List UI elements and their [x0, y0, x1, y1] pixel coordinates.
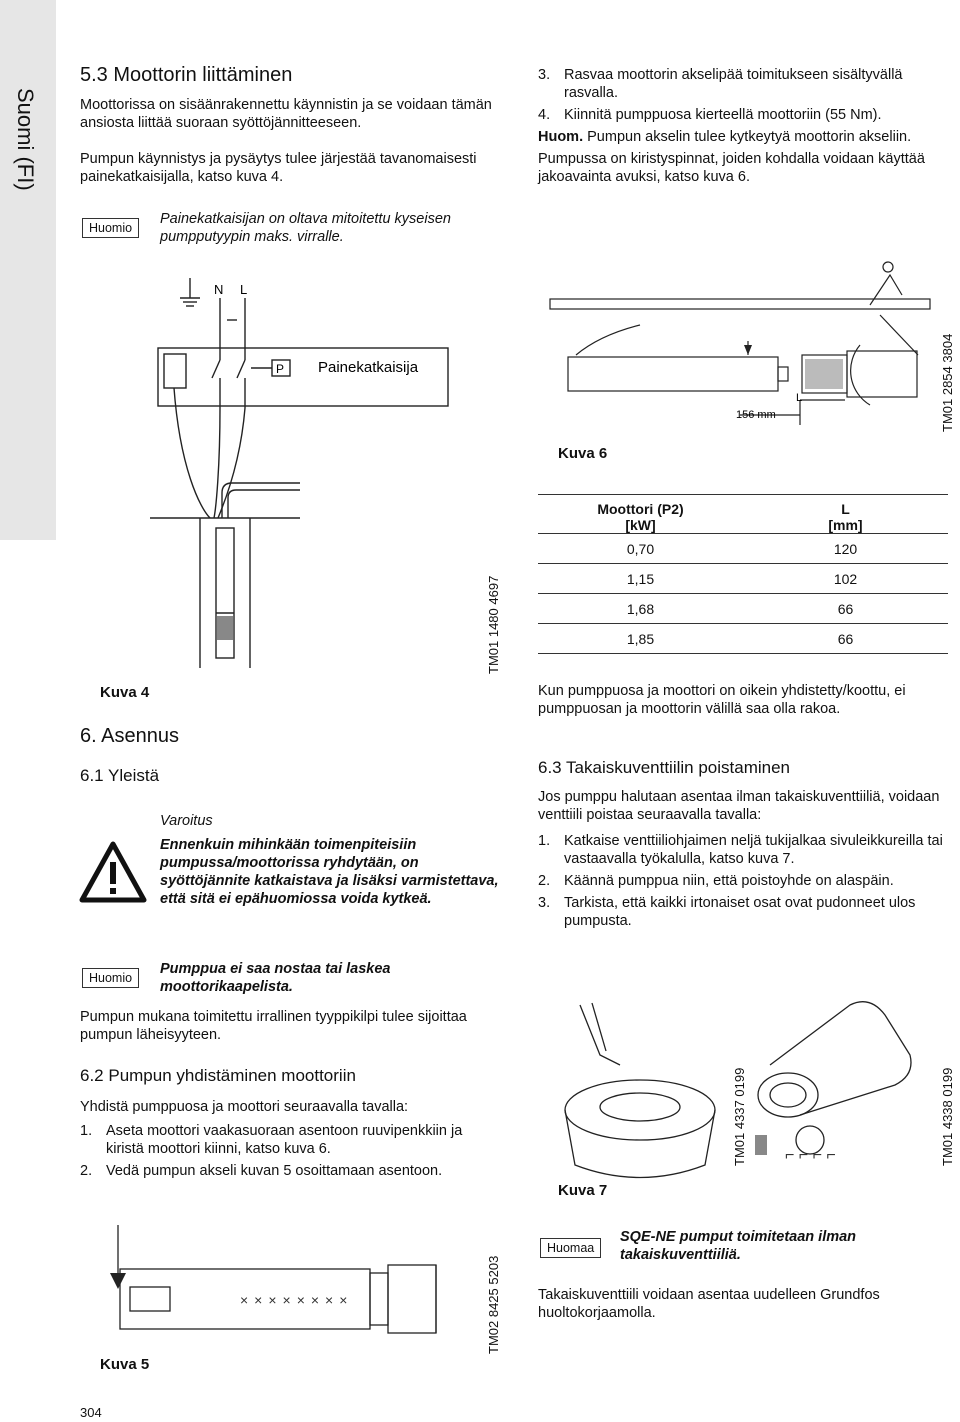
- table-cell: 1,85: [626, 630, 655, 647]
- subsection-heading-6-3: 6.3 Takaiskuventtiilin poistaminen: [538, 758, 790, 777]
- mesh-pattern: ××××××××: [240, 1292, 354, 1308]
- note-badge: Huomio: [82, 218, 139, 238]
- pump-mesh: [805, 359, 843, 389]
- pump-inlet-mesh: [217, 616, 233, 640]
- note-text: Pumppua ei saa nostaa tai laskea moottorikaapelista.: [160, 961, 391, 995]
- step-text: Vedä pumpun akseli kuvan 5 osoittamaan asentoon.: [106, 1163, 443, 1179]
- huom-label: Huom.: [538, 129, 584, 145]
- step-number: 2.: [538, 873, 551, 889]
- subsection-heading-6-1: 6.1 Yleistä: [80, 766, 160, 785]
- paragraph: Moottorissa on sisäänrakennettu käynnistin ja se voidaan tämän ansiosta liittää suoraan syöttöjännitteeseen.: [80, 97, 492, 131]
- warning-block: [160, 812, 500, 908]
- list-item: [538, 66, 948, 102]
- figure-code: TM01 4337 0199: [732, 1067, 747, 1166]
- steps-list: [80, 1122, 490, 1180]
- language-label: Suomi (FI): [13, 88, 38, 191]
- step-text: Aseta moottori vaakasuoraan asentoon ruuvipenkkiin ja kiristä moottori kiinni, katso kuva 6.: [106, 1123, 463, 1157]
- motor-table: [538, 494, 948, 654]
- paragraph: Takaiskuventtiili voidaan asentaa uudelleen Grundfos huoltokorjaamolla.: [538, 1287, 880, 1321]
- note-badge: Huomaa: [540, 1238, 601, 1258]
- step-text: Kiinnitä pumppuosa kierteellä moottoriin (55 Nm).: [564, 107, 882, 123]
- header-line: [mm]: [828, 517, 863, 533]
- note-text: SQE-NE pumput toimitetaan ilman takaiskuventtiiliä.: [620, 1229, 857, 1263]
- p-label: P: [276, 362, 285, 376]
- figure-4-diagram: [150, 268, 460, 678]
- column-header: [538, 495, 743, 534]
- table-row: [538, 594, 948, 624]
- spring-part: [755, 1135, 767, 1155]
- note-text: Painekatkaisijan on oltava mitoitettu kyseisen pumpputyypin maks. virralle.: [160, 211, 451, 245]
- table-cell: 1,15: [626, 570, 655, 587]
- section-heading-6: 6. Asennus: [80, 725, 179, 747]
- paragraph: Yhdistä pumppuosa ja moottori seuraavalla tavalla:: [80, 1099, 409, 1115]
- huom-note: [538, 128, 948, 146]
- header-line: L: [841, 501, 850, 517]
- step-number: 3.: [538, 895, 551, 911]
- paragraph: Kun pumppuosa ja moottori on oikein yhdistetty/koottu, ei pumppuosan ja moottorin välillä saa olla rakoa.: [538, 683, 906, 717]
- table-cell: 120: [833, 540, 858, 557]
- step-text: Katkaise venttiiliohjaimen neljä tukijalkaa sivuleikkureilla tai vastaavalla työkalulla, katso kuva 7.: [564, 833, 943, 867]
- steps-list: [538, 66, 948, 186]
- huom-text: Pumpun akselin tulee kytkeytyä moottorin akseliin.: [587, 129, 912, 145]
- table-cell: 102: [833, 570, 858, 587]
- subsection-heading-6-2: 6.2 Pumpun yhdistäminen moottoriin: [80, 1066, 356, 1085]
- warning-text: Ennenkuin mihinkään toimenpiteisiin pumpussa/moottorissa ryhdytään, on syöttöjännite katkaistava ja lisäksi varmistettava, että sitä ei epähuomiossa voida kytkeä.: [160, 837, 499, 907]
- figure-caption: Kuva 5: [100, 1356, 150, 1373]
- list-item: [80, 1162, 490, 1180]
- figure-code: TM01 2854 3804: [940, 333, 955, 432]
- figure-caption: Kuva 6: [558, 445, 608, 462]
- step-number: 2.: [80, 1163, 93, 1179]
- step-number: 3.: [538, 67, 551, 83]
- step-number: 4.: [538, 107, 551, 123]
- figure-5-diagram: [100, 1225, 470, 1355]
- section-heading-5-3: 5.3 Moottorin liittäminen: [80, 64, 293, 86]
- step-text: Käännä pumppua niin, että poistoyhde on alaspäin.: [564, 873, 894, 889]
- paragraph: Jos pumppu halutaan asentaa ilman takaiskuventtiiliä, voidaan venttiili poistaa seuraavalla tavalla:: [538, 789, 940, 823]
- warning-icon: [78, 840, 148, 904]
- n-label: N: [214, 282, 224, 297]
- list-item: [538, 894, 948, 930]
- header-line: [kW]: [625, 517, 656, 533]
- note-badge: Huomio: [82, 968, 139, 988]
- loose-parts: ⌐ ⌐ ⌐ ⌐: [785, 1147, 836, 1164]
- figure-code: TM01 4338 0199: [940, 1067, 955, 1166]
- switch-label: Painekatkaisija: [318, 359, 419, 376]
- table-cell: 66: [837, 600, 854, 617]
- table-cell: 0,70: [626, 540, 655, 557]
- steps-list: [538, 832, 948, 930]
- figure-code: TM02 8425 5203: [486, 1255, 501, 1354]
- paragraph: Pumpun käynnistys ja pysäytys tulee järjestää tavanomaisesti painekatkaisijalla, katso kuva 4.: [80, 151, 477, 185]
- step-text: Rasvaa moottorin akselipää toimitukseen sisältyvällä rasvalla.: [564, 67, 903, 101]
- list-item: [80, 1122, 490, 1158]
- wrench-note: Pumpussa on kiristyspinnat, joiden kohdalla voidaan käyttää jakoavainta avuksi, katso kuva 6.: [538, 151, 925, 185]
- dimension-label: 156 mm: [736, 409, 776, 421]
- table-cell: 66: [837, 630, 854, 647]
- page-number: 304: [80, 1405, 102, 1420]
- language-sidebar: [0, 0, 56, 540]
- table-row: [538, 624, 948, 654]
- figure-6-diagram: [540, 255, 940, 435]
- step-number: 1.: [80, 1123, 93, 1139]
- paragraph: Pumpun mukana toimitettu irrallinen tyyppikilpi tulee sijoittaa pumpun läheisyyteen.: [80, 1009, 467, 1043]
- l-label: L: [240, 282, 248, 297]
- table-header-row: [538, 495, 948, 534]
- table-row: [538, 534, 948, 564]
- table-cell: 1,68: [626, 600, 655, 617]
- figure-code: TM01 1480 4697: [486, 575, 501, 674]
- table-row: [538, 564, 948, 594]
- header-line: Moottori (P2): [597, 501, 684, 517]
- list-item: [538, 832, 948, 868]
- figure-caption: Kuva 4: [100, 684, 150, 701]
- figure-caption: Kuva 7: [558, 1182, 608, 1199]
- step-number: 1.: [538, 833, 551, 849]
- step-text: Tarkista, että kaikki irtonaiset osat ovat pudonneet ulos pumpusta.: [564, 895, 916, 929]
- warning-title: Varoitus: [160, 813, 213, 829]
- l-label: L: [796, 392, 803, 404]
- list-item: [538, 106, 948, 124]
- list-item: [538, 872, 948, 890]
- column-header: [743, 495, 948, 534]
